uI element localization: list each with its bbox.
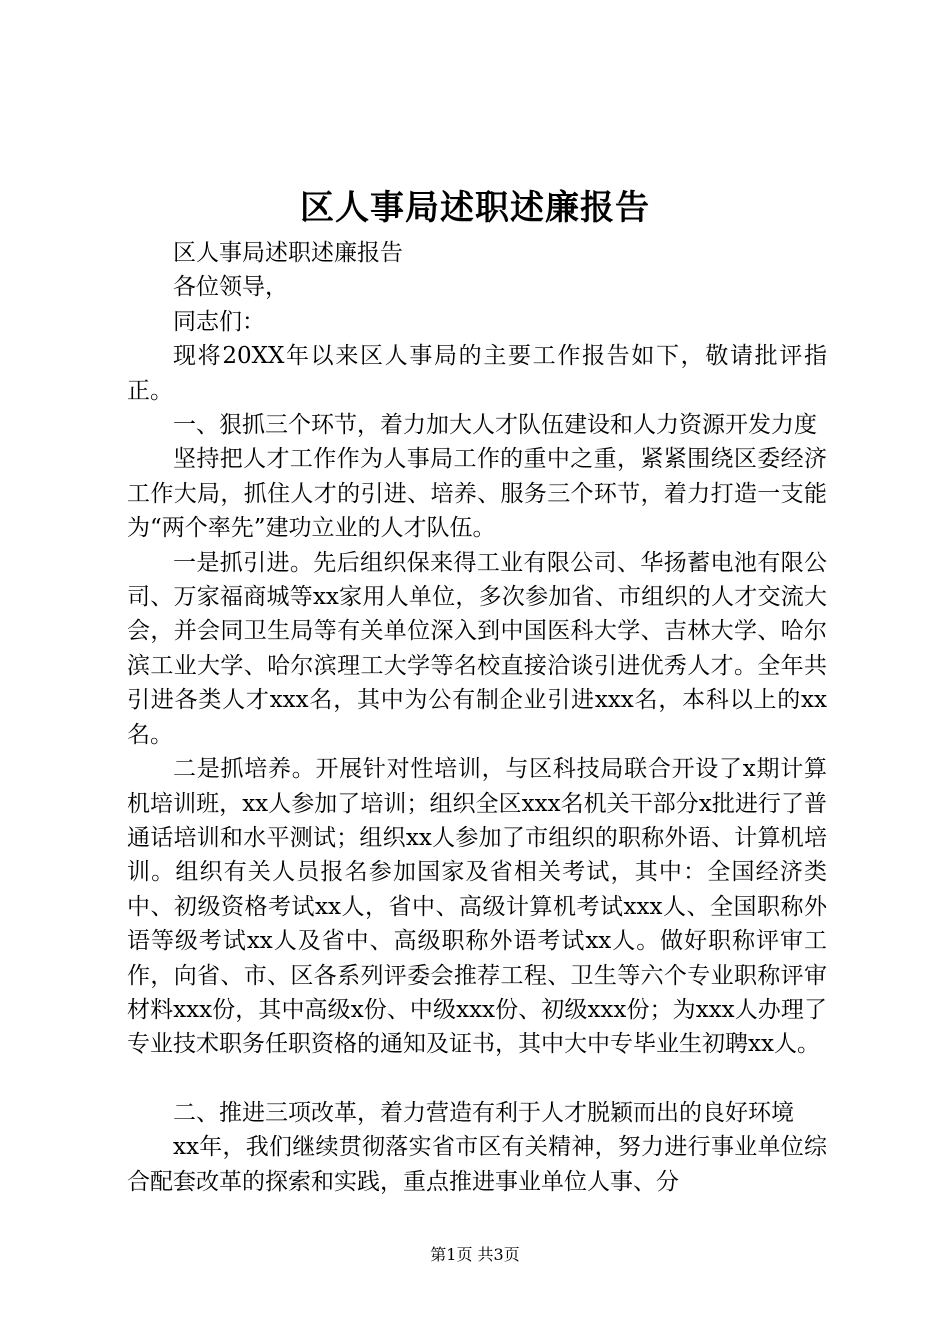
- paragraph-section-1-heading: 一、狠抓三个环节，着力加大人才队伍建设和人力资源开发力度: [173, 412, 817, 439]
- document-body: [127, 236, 827, 1199]
- paragraph-recruitment: 一是抓引进。先后组织保来得工业有限公司、华扬蓄电池有限公司、万家福商城等xx家用人单位，多次参加省、市组织的人才交流大会，并会同卫生局等有关单位深入到中国医科大学、吉林大学、哈尔滨工业大学、哈尔滨理工大学等名校直接洽谈引进优秀人才。全年共引进各类人才xxx名，其中为公有制企业引进xxx名，本科以上的xx名。: [127, 549, 827, 748]
- page-footer: 第1页 共3页: [430, 1245, 520, 1264]
- paragraph-section-2-body: xx年，我们继续贯彻落实省市区有关精神，努力进行事业单位综合配套改革的探索和实践，重点推进事业单位人事、分: [127, 1134, 827, 1195]
- paragraph-intro: 现将20XX年以来区人事局的主要工作报告如下，敬请批评指正。: [127, 343, 827, 404]
- paragraph-section-1-summary: 坚持把人才工作作为人事局工作的重中之重，紧紧围绕区委经济工作大局，抓住人才的引进、培养、服务三个环节，着力打造一支能为“两个率先”建功立业的人才队伍。: [127, 446, 827, 542]
- paragraph-comrades: 同志们：: [173, 308, 265, 335]
- document-title: 区人事局述职述廉报告: [300, 188, 650, 228]
- paragraph-training: 二是抓培养。开展针对性培训，与区科技局联合开设了x期计算机培训班，xx人参加了培训；组织全区xxx名机关干部分x批进行了普通话培训和水平测试；组织xx人参加了市组织的职称外语、计算机培训。组织有关人员报名参加国家及省相关考试，其中：全国经济类中、初级资格考试xx人，省中、高级计算机考试xxx人、全国职称外语等级考试xx人及省中、高级职称外语考试xx人。做好职称评审工作，向省、市、区各系列评委会推荐工程、卫生等六个专业职称评审材料xxx份，其中高级x份、中级xxx份、初级xxx份；为xxx人办理了专业技术职务任职资格的通知及证书，其中大中专毕业生初聘xx人。: [127, 756, 827, 1058]
- paragraph-section-2-heading: 二、推进三项改革，着力营造有利于人才脱颖而出的良好环境: [173, 1099, 794, 1126]
- paragraph-heading-repeat: 区人事局述职述廉报告: [173, 240, 403, 266]
- paragraph-salutation: 各位领导，: [173, 274, 288, 301]
